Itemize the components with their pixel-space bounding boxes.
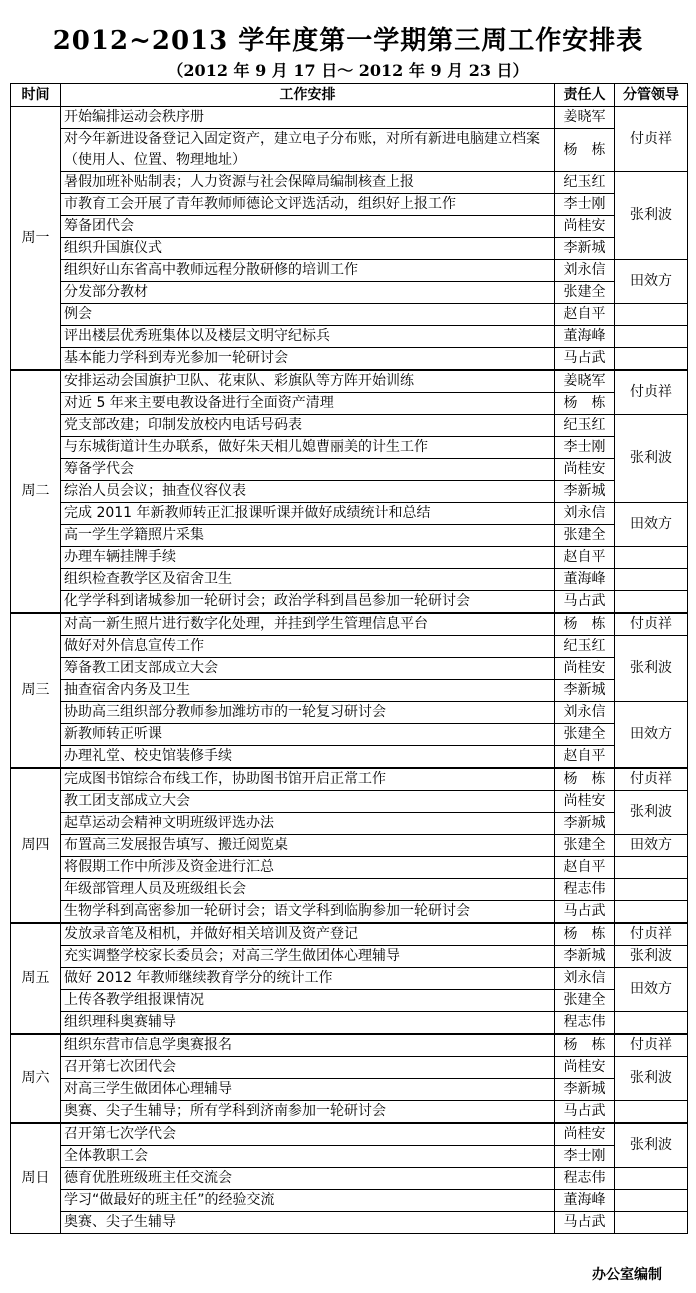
person-cell: 马占武 [555, 1101, 615, 1124]
person-cell: 刘永信 [555, 968, 615, 990]
leader-cell [615, 569, 688, 591]
task-cell: 年级部管理人员及班级组长会 [61, 879, 555, 901]
leader-cell: 张利波 [615, 1123, 688, 1168]
leader-cell: 张利波 [615, 415, 688, 503]
table-row [11, 613, 688, 636]
task-cell: 充实调整学校家长委员会；对高三学生做团体心理辅导 [61, 946, 555, 968]
table-row [11, 658, 688, 680]
table-row [11, 968, 688, 990]
table-row [11, 879, 688, 901]
table-row [11, 680, 688, 702]
person-cell: 张建全 [555, 525, 615, 547]
person-cell: 杨 栋 [555, 768, 615, 791]
person-cell: 程志伟 [555, 1012, 615, 1035]
table-row [11, 857, 688, 879]
task-cell: 学习“做最好的班主任”的经验交流 [61, 1190, 555, 1212]
leader-cell: 田效方 [615, 503, 688, 547]
person-cell: 李新城 [555, 946, 615, 968]
person-cell: 赵自平 [555, 746, 615, 769]
table-row [11, 481, 688, 503]
table-row [11, 746, 688, 769]
table-row [11, 216, 688, 238]
header-day: 时间 [11, 84, 61, 107]
task-cell: 基本能力学科到寿光参加一轮研讨会 [61, 348, 555, 371]
table-row [11, 702, 688, 724]
date-range: （2012 年 9 月 17 日～ 2012 年 9 月 23 日） [167, 61, 529, 80]
person-cell: 姜晓军 [555, 370, 615, 393]
table-row [11, 636, 688, 658]
table-row [11, 1101, 688, 1124]
table-row [11, 415, 688, 437]
table-row [11, 835, 688, 857]
person-cell: 马占武 [555, 591, 615, 614]
table-row [11, 370, 688, 393]
table-row [11, 107, 688, 129]
task-cell: 对今年新进设备登记入固定资产，建立电子分布账，对所有新进电脑建立档案（使用人、位置、物理地址） [61, 129, 555, 172]
person-cell: 董海峰 [555, 569, 615, 591]
task-cell: 将假期工作中所涉及资金进行汇总 [61, 857, 555, 879]
task-cell: 对近 5 年来主要电教设备进行全面资产清理 [61, 393, 555, 415]
task-cell: 召开第七次学代会 [61, 1123, 555, 1146]
schedule-table [10, 83, 688, 1234]
task-cell: 分发部分教材 [61, 282, 555, 304]
table-row [11, 591, 688, 614]
task-cell: 奥赛、尖子生辅导；所有学科到济南参加一轮研讨会 [61, 1101, 555, 1124]
task-cell: 市教育工会开展了青年教师师德论文评选活动，组织好上报工作 [61, 194, 555, 216]
person-cell: 李新城 [555, 680, 615, 702]
person-cell: 李士刚 [555, 194, 615, 216]
person-cell: 董海峰 [555, 1190, 615, 1212]
task-cell: 抽查宿舍内务及卫生 [61, 680, 555, 702]
table-row [11, 304, 688, 326]
person-cell: 李新城 [555, 481, 615, 503]
leader-cell: 张利波 [615, 636, 688, 702]
person-cell: 李士刚 [555, 437, 615, 459]
day-cell: 周五 [11, 923, 61, 1034]
leader-cell: 付贞祥 [615, 370, 688, 415]
person-cell: 杨 栋 [555, 129, 615, 172]
person-cell: 纪玉红 [555, 415, 615, 437]
task-cell: 奥赛、尖子生辅导 [61, 1212, 555, 1234]
task-cell: 协助高三组织部分教师参加潍坊市的一轮复习研讨会 [61, 702, 555, 724]
person-cell: 赵自平 [555, 304, 615, 326]
person-cell: 董海峰 [555, 326, 615, 348]
task-cell: 暑假加班补贴制表；人力资源与社会保障局编制核查上报 [61, 172, 555, 194]
task-cell: 完成图书馆综合布线工作，协助图书馆开启正常工作 [61, 768, 555, 791]
leader-cell: 张利波 [615, 172, 688, 260]
person-cell: 赵自平 [555, 857, 615, 879]
person-cell: 程志伟 [555, 1168, 615, 1190]
day-cell: 周一 [11, 107, 61, 371]
task-cell: 新教师转正听课 [61, 724, 555, 746]
table-row [11, 194, 688, 216]
leader-cell: 付贞祥 [615, 107, 688, 172]
person-cell: 尚桂安 [555, 1057, 615, 1079]
header-person: 责任人 [555, 84, 615, 107]
table-row [11, 1057, 688, 1079]
leader-cell: 田效方 [615, 835, 688, 857]
task-cell: 做好对外信息宣传工作 [61, 636, 555, 658]
task-cell: 全体教职工会 [61, 1146, 555, 1168]
task-cell: 高一学生学籍照片采集 [61, 525, 555, 547]
person-cell: 张建全 [555, 282, 615, 304]
table-row [11, 1079, 688, 1101]
task-cell: 开始编排运动会秩序册 [61, 107, 555, 129]
table-row [11, 172, 688, 194]
leader-cell: 田效方 [615, 968, 688, 1012]
task-cell: 生物学科到高密参加一轮研讨会；语文学科到临朐参加一轮研讨会 [61, 901, 555, 924]
leader-cell [615, 591, 688, 614]
task-cell: 综治人员会议；抽查仪容仪表 [61, 481, 555, 503]
person-cell: 李新城 [555, 813, 615, 835]
task-cell: 对高三学生做团体心理辅导 [61, 1079, 555, 1101]
person-cell: 赵自平 [555, 547, 615, 569]
page-title: 2012~2013 学年度第一学期第三周工作安排表 [52, 26, 644, 56]
person-cell: 尚桂安 [555, 791, 615, 813]
table-row [11, 525, 688, 547]
person-cell: 尚桂安 [555, 459, 615, 481]
task-cell: 办理礼堂、校史馆装修手续 [61, 746, 555, 769]
task-cell: 化学学科到诸城参加一轮研讨会；政治学科到昌邑参加一轮研讨会 [61, 591, 555, 614]
task-cell: 组织东营市信息学奥赛报名 [61, 1034, 555, 1057]
task-cell: 例会 [61, 304, 555, 326]
leader-cell [615, 1012, 688, 1035]
task-cell: 德育优胜班级班主任交流会 [61, 1168, 555, 1190]
leader-cell: 付贞祥 [615, 923, 688, 946]
task-cell: 教工团支部成立大会 [61, 791, 555, 813]
task-cell: 筹备学代会 [61, 459, 555, 481]
task-cell: 完成 2011 年新教师转正汇报课听课并做好成绩统计和总结 [61, 503, 555, 525]
footer-note: 办公室编制 [592, 1267, 662, 1283]
person-cell: 马占武 [555, 901, 615, 924]
leader-cell: 付贞祥 [615, 768, 688, 791]
task-cell: 组织检查教学区及宿舍卫生 [61, 569, 555, 591]
task-cell: 组织升国旗仪式 [61, 238, 555, 260]
task-cell: 党支部改建；印制发放校内电话号码表 [61, 415, 555, 437]
table-row [11, 1146, 688, 1168]
table-row [11, 1034, 688, 1057]
leader-cell [615, 326, 688, 348]
task-cell: 上传各教学组报课情况 [61, 990, 555, 1012]
person-cell: 李士刚 [555, 1146, 615, 1168]
leader-cell [615, 1168, 688, 1190]
leader-cell: 付贞祥 [615, 1034, 688, 1057]
leader-cell [615, 1212, 688, 1234]
person-cell: 杨 栋 [555, 1034, 615, 1057]
person-cell: 刘永信 [555, 503, 615, 525]
task-cell: 安排运动会国旗护卫队、花束队、彩旗队等方阵开始训练 [61, 370, 555, 393]
task-cell: 对高一新生照片进行数字化处理，并挂到学生管理信息平台 [61, 613, 555, 636]
table-row [11, 1123, 688, 1146]
leader-cell [615, 1101, 688, 1124]
table-row [11, 569, 688, 591]
person-cell: 杨 栋 [555, 393, 615, 415]
table-row [11, 393, 688, 415]
leader-cell: 田效方 [615, 702, 688, 769]
person-cell: 马占武 [555, 1212, 615, 1234]
person-cell: 刘永信 [555, 260, 615, 282]
table-row [11, 901, 688, 924]
table-row [11, 260, 688, 282]
task-cell: 起草运动会精神文明班级评选办法 [61, 813, 555, 835]
header-leader: 分管领导 [615, 84, 688, 107]
person-cell: 张建全 [555, 724, 615, 746]
table-row [11, 791, 688, 813]
table-header-row [11, 84, 688, 107]
table-row [11, 724, 688, 746]
task-cell: 组织好山东省高中教师远程分散研修的培训工作 [61, 260, 555, 282]
person-cell: 尚桂安 [555, 658, 615, 680]
table-row [11, 547, 688, 569]
task-cell: 与东城街道计生办联系，做好朱天相儿媳曹丽美的计生工作 [61, 437, 555, 459]
table-row [11, 437, 688, 459]
table-row [11, 282, 688, 304]
leader-cell: 田效方 [615, 260, 688, 304]
task-cell: 评出楼层优秀班集体以及楼层文明守纪标兵 [61, 326, 555, 348]
person-cell: 马占武 [555, 348, 615, 371]
person-cell: 姜晓军 [555, 107, 615, 129]
day-cell: 周六 [11, 1034, 61, 1123]
leader-cell [615, 304, 688, 326]
day-cell: 周四 [11, 768, 61, 923]
leader-cell: 张利波 [615, 791, 688, 835]
day-cell: 周三 [11, 613, 61, 768]
table-row [11, 348, 688, 371]
task-cell: 组织理科奥赛辅导 [61, 1012, 555, 1035]
schedule-body [11, 107, 688, 1234]
table-row [11, 1012, 688, 1035]
person-cell: 尚桂安 [555, 216, 615, 238]
leader-cell [615, 1190, 688, 1212]
leader-cell [615, 547, 688, 569]
table-row [11, 459, 688, 481]
task-cell: 筹备教工团支部成立大会 [61, 658, 555, 680]
person-cell: 杨 栋 [555, 923, 615, 946]
table-row [11, 238, 688, 260]
task-cell: 布置高三发展报告填写、搬迁阅览桌 [61, 835, 555, 857]
person-cell: 程志伟 [555, 879, 615, 901]
leader-cell [615, 857, 688, 879]
table-row [11, 1212, 688, 1234]
table-row [11, 326, 688, 348]
header-task: 工作安排 [61, 84, 555, 107]
person-cell: 李新城 [555, 238, 615, 260]
leader-cell [615, 348, 688, 371]
day-cell: 周二 [11, 370, 61, 613]
task-cell: 发放录音笔及相机，并做好相关培训及资产登记 [61, 923, 555, 946]
person-cell: 杨 栋 [555, 613, 615, 636]
task-cell: 做好 2012 年教师继续教育学分的统计工作 [61, 968, 555, 990]
person-cell: 尚桂安 [555, 1123, 615, 1146]
table-row [11, 1190, 688, 1212]
leader-cell: 付贞祥 [615, 613, 688, 636]
person-cell: 纪玉红 [555, 636, 615, 658]
leader-cell: 张利波 [615, 1057, 688, 1101]
task-cell: 召开第七次团代会 [61, 1057, 555, 1079]
day-cell: 周日 [11, 1123, 61, 1234]
person-cell: 刘永信 [555, 702, 615, 724]
table-row [11, 1168, 688, 1190]
table-row [11, 503, 688, 525]
person-cell: 张建全 [555, 835, 615, 857]
person-cell: 纪玉红 [555, 172, 615, 194]
table-row [11, 923, 688, 946]
task-cell: 筹备团代会 [61, 216, 555, 238]
task-cell: 办理车辆挂牌手续 [61, 547, 555, 569]
leader-cell [615, 901, 688, 924]
table-row [11, 990, 688, 1012]
leader-cell [615, 879, 688, 901]
table-row [11, 813, 688, 835]
table-row [11, 946, 688, 968]
table-row [11, 768, 688, 791]
person-cell: 张建全 [555, 990, 615, 1012]
person-cell: 李新城 [555, 1079, 615, 1101]
table-row [11, 129, 688, 172]
leader-cell: 张利波 [615, 946, 688, 968]
